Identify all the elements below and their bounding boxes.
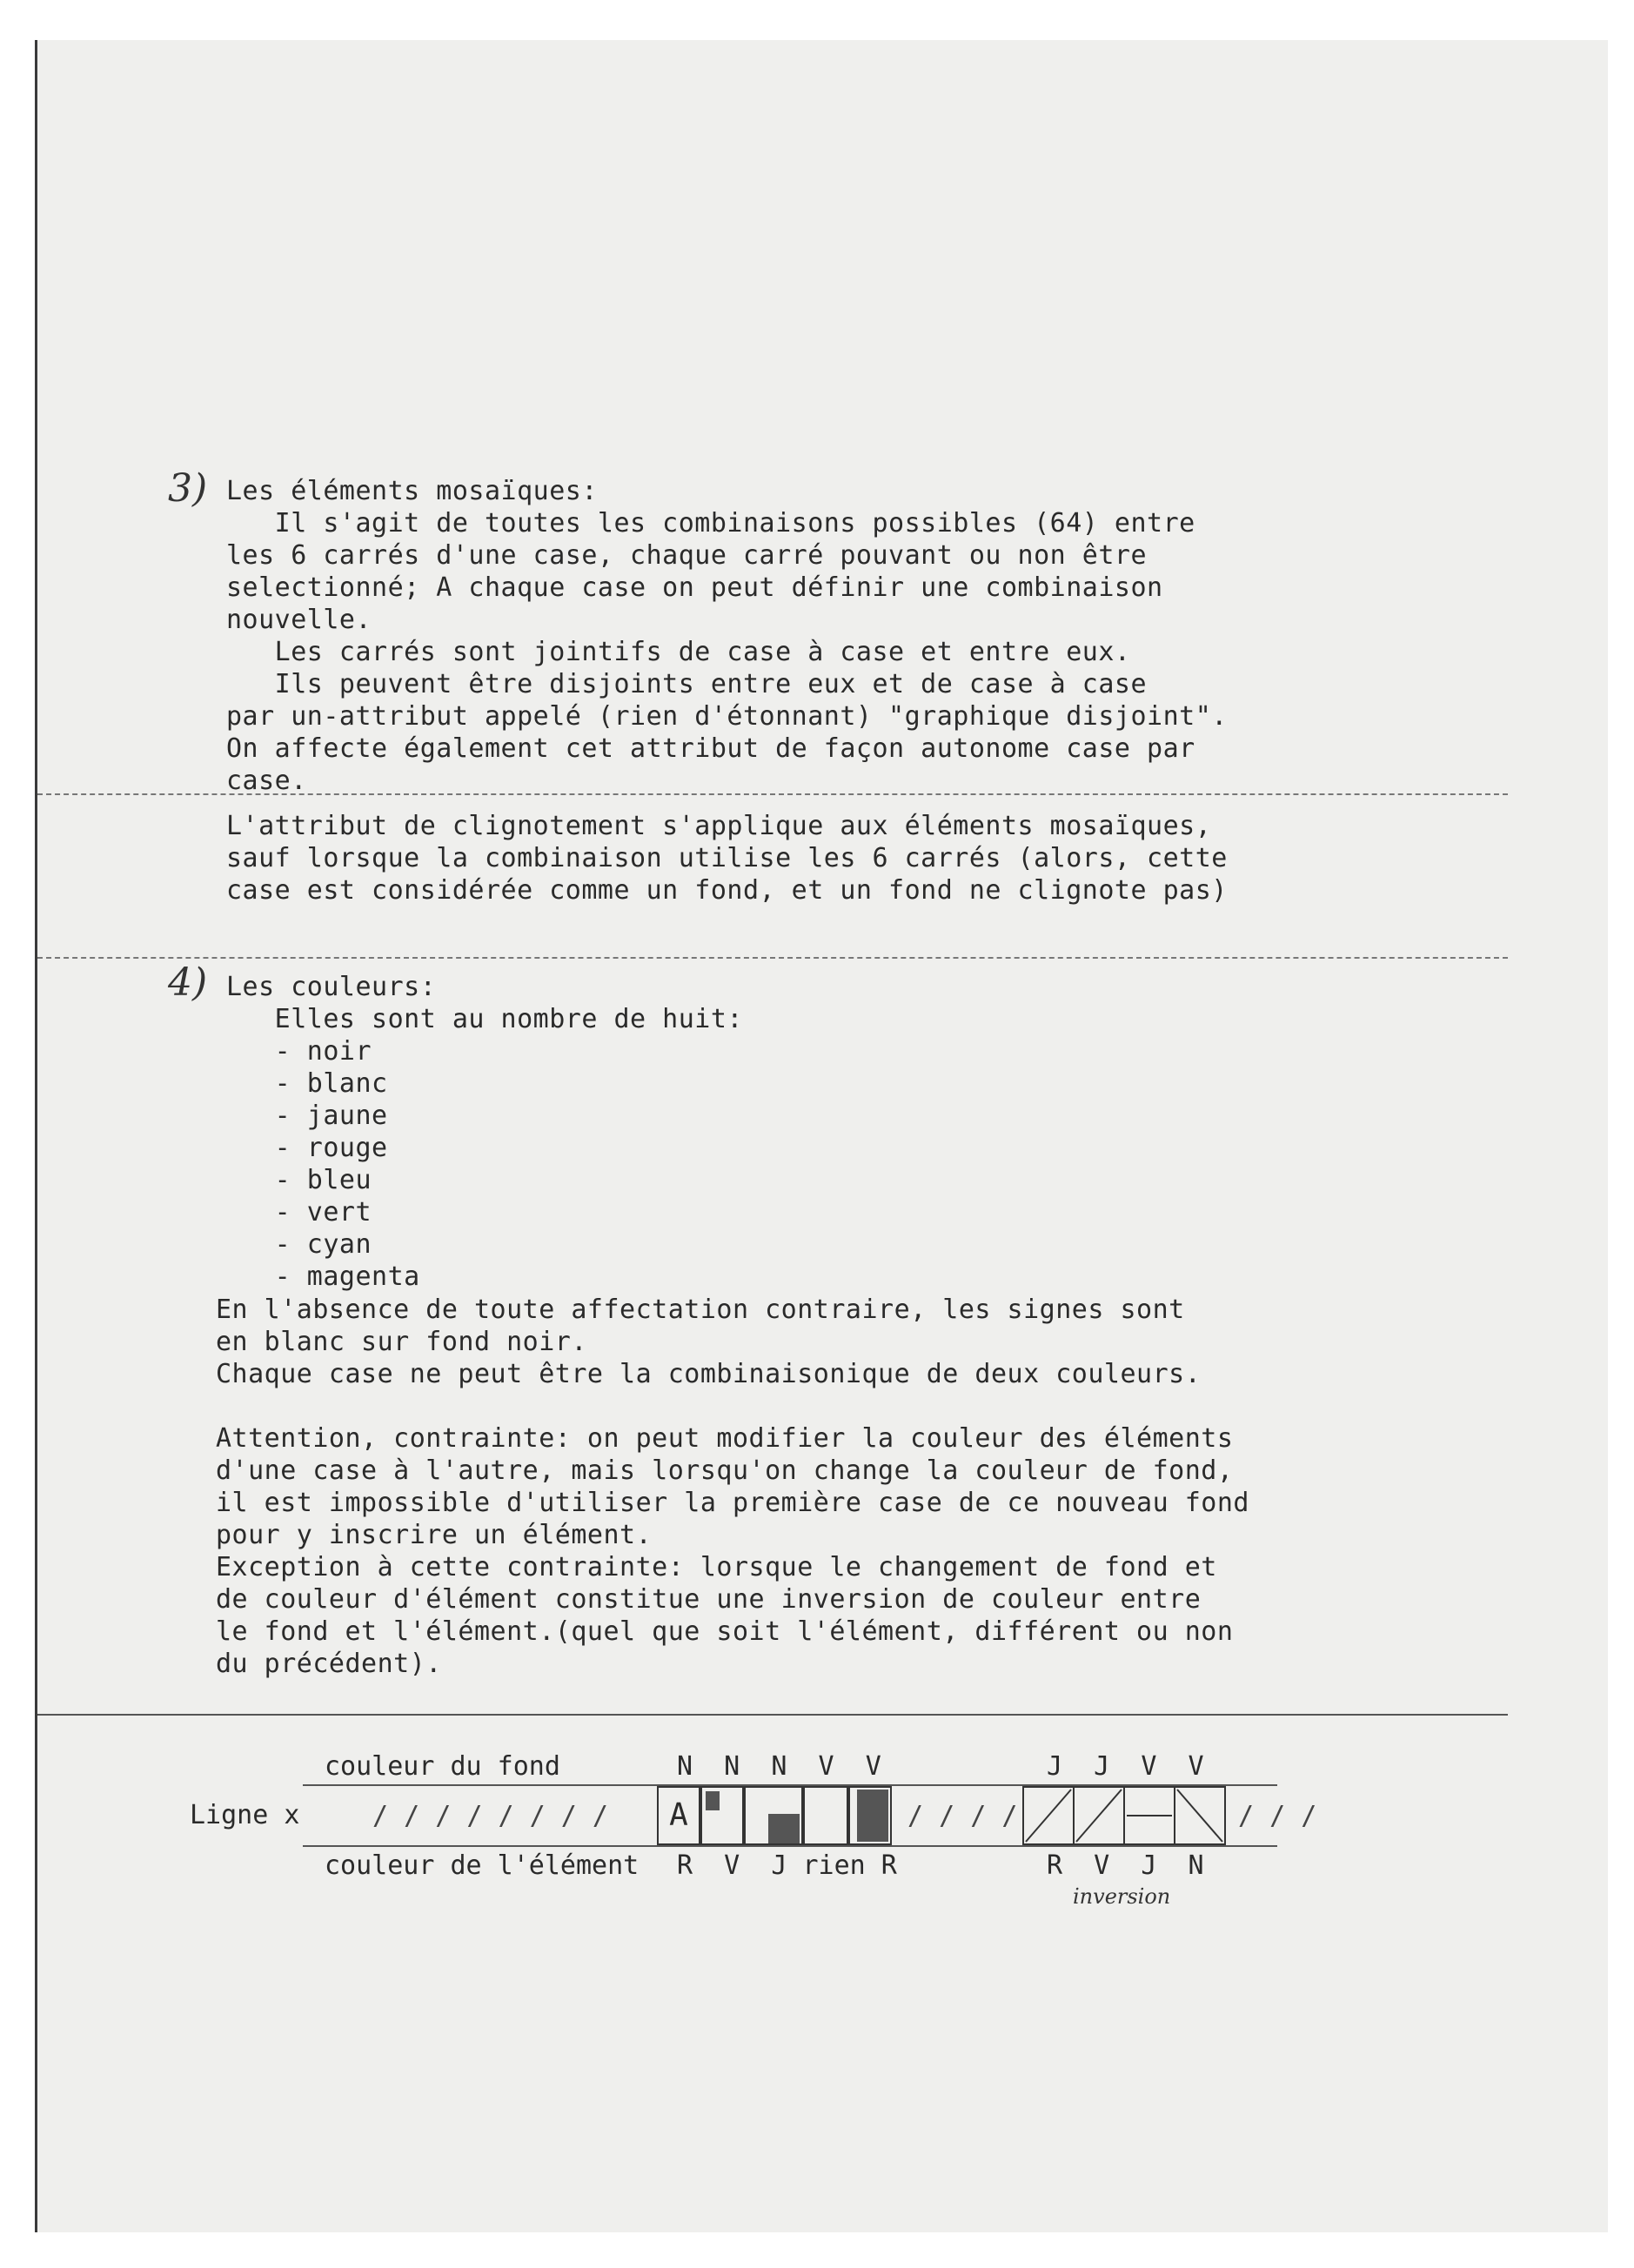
blink-note-line: L'attribut de clignotement s'applique aux éléments mosaïques, (226, 811, 1212, 841)
cell-mosaic-2 (744, 1786, 803, 1845)
color-list-item: - jaune (226, 1101, 388, 1131)
section-3-line: les 6 carrés d'une case, chaque carré pouvant ou non être (226, 540, 1148, 571)
mosaic-square (706, 1791, 720, 1810)
row-label: Ligne x (190, 1800, 300, 1830)
section-3-line: case. (226, 766, 307, 796)
constraint-line: pour y inscrire un élément. (216, 1520, 653, 1550)
blink-note-line: case est considérée comme un fond, et un fond ne clignote pas) (226, 875, 1228, 906)
color-list-item: - magenta (226, 1261, 420, 1292)
constraint-line: de couleur d'élément constitue une inversion de couleur entre (216, 1584, 1202, 1615)
divider (37, 1714, 1508, 1716)
element-color-label: couleur de l'élément (325, 1850, 640, 1881)
element-color-values: R V J N (1047, 1850, 1204, 1881)
cell-diagonal (1026, 1790, 1071, 1842)
color-list-item: - bleu (226, 1165, 372, 1195)
section-3-line: nouvelle. (226, 605, 372, 635)
cell-mosaic-1 (700, 1786, 744, 1845)
background-color-values: N N N V V (677, 1751, 881, 1782)
constraint-line: du précédent). (216, 1649, 442, 1679)
constraint-line: Attention, contrainte: on peut modifier la couleur des éléments (216, 1423, 1234, 1454)
section-4-number: 4) (168, 960, 208, 1005)
section-3-line: Il s'agit de toutes les combinaisons possibles (64) entre (226, 508, 1195, 539)
color-list-item: - cyan (226, 1229, 372, 1260)
color-list-item: - blanc (226, 1068, 388, 1099)
constraint-line: le fond et l'élément.(quel que soit l'élément, différent ou non (216, 1616, 1234, 1647)
section-4-line: Elles sont au nombre de huit: (226, 1004, 743, 1034)
default-colors-line: en blanc sur fond noir. (216, 1327, 587, 1357)
section-3-line: par un-attribut appelé (rien d'étonnant) "graphique disjoint". (226, 701, 1228, 732)
document-page (35, 40, 1608, 2232)
background-color-values: J J V V (1047, 1751, 1204, 1782)
inversion-cells (1022, 1786, 1249, 1847)
divider (37, 793, 1508, 795)
row-ticks-left: / / / / / / / / (372, 1801, 608, 1831)
section-4-title: Les couleurs: (226, 972, 437, 1002)
cell-letter: A (669, 1797, 688, 1833)
row-ticks-right: / / / (1238, 1801, 1317, 1831)
inversion-note: inversion (1073, 1884, 1171, 1909)
section-3-line: Ils peuvent être disjoints entre eux et de case à case (226, 669, 1148, 699)
background-color-label: couleur du fond (325, 1751, 560, 1782)
section-3-title: Les éléments mosaïques: (226, 476, 598, 506)
color-list-item: - rouge (226, 1133, 388, 1163)
cell-mosaic-3 (803, 1786, 848, 1845)
divider (37, 957, 1508, 959)
section-3-line: Les carrés sont jointifs de case à case et entre eux. (226, 637, 1131, 667)
row-ticks-middle: / / / / (907, 1801, 1018, 1831)
cell-letter-a (657, 1786, 700, 1845)
cell-diagonal (1177, 1790, 1222, 1842)
constraint-line: d'une case à l'autre, mais lorsqu'on change la couleur de fond, (216, 1455, 1234, 1486)
constraint-line: Exception à cette contrainte: lorsque le changement de fond et (216, 1552, 1217, 1582)
default-colors-line: Chaque case ne peut être la combinaisonique de deux couleurs. (216, 1359, 1202, 1389)
mosaic-square (857, 1790, 888, 1842)
default-colors-line: En l'absence de toute affectation contraire, les signes sont (216, 1295, 1185, 1325)
color-list-item: - vert (226, 1197, 372, 1228)
row-bottom-line (303, 1845, 1277, 1847)
color-list-item: - noir (226, 1036, 372, 1067)
element-color-values: R V J rien R (677, 1850, 897, 1881)
section-3-number: 3) (168, 466, 208, 511)
cell-mosaic-4 (848, 1786, 892, 1845)
cell-diagonal (1076, 1790, 1122, 1842)
constraint-line: il est impossible d'utiliser la première case de ce nouveau fond (216, 1488, 1249, 1518)
section-3-line: On affecte également cet attribut de façon autonome case par (226, 733, 1195, 764)
mosaic-square (768, 1814, 800, 1843)
section-3-line: selectionné; A chaque case on peut définir une combinaison (226, 572, 1163, 603)
blink-note-line: sauf lorsque la combinaison utilise les 6 carrés (alors, cette (226, 843, 1228, 873)
